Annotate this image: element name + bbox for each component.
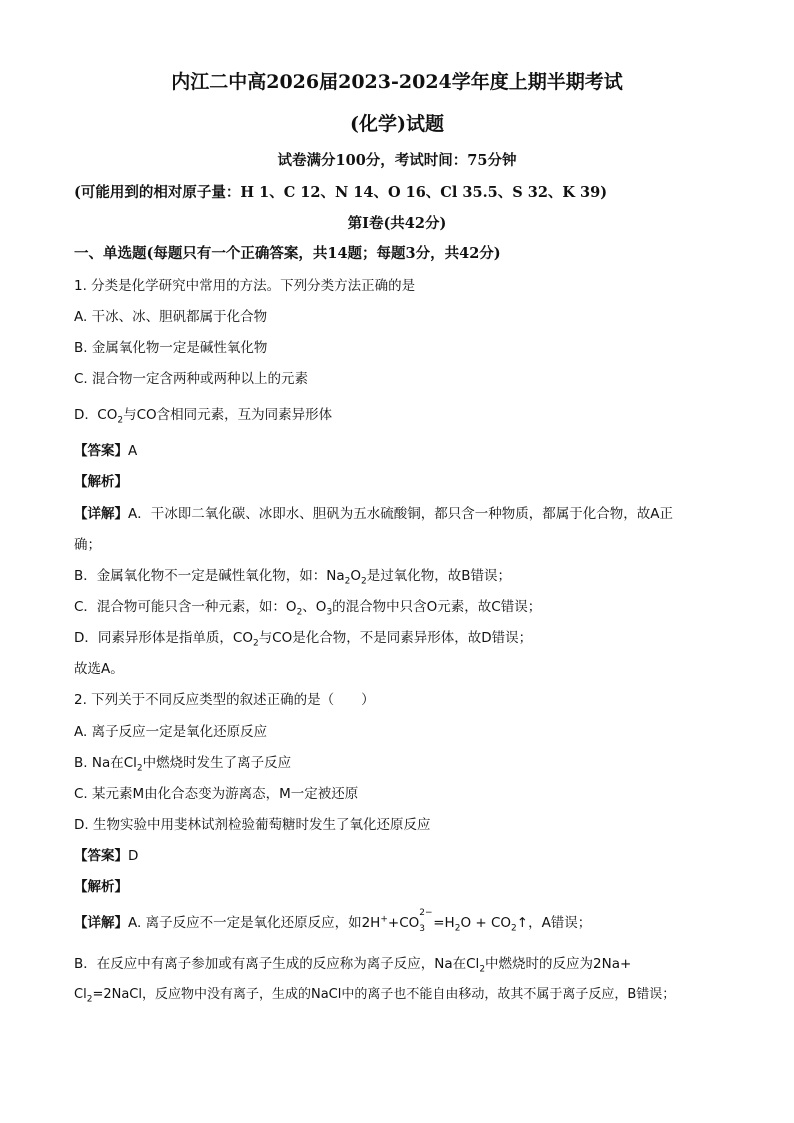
question-1-detail-a [74,504,734,524]
formula-sub: 2 [454,923,461,934]
question-1-detail-c [74,597,734,617]
answer-value: A [128,443,138,459]
question-1-detail-b [74,566,734,586]
detail-text: 是过氧化物，故B错误； [366,568,512,584]
exam-meta: 试卷满分100分，考试时间：75分钟 [277,152,517,169]
formula: O + CO [460,915,512,931]
detail-text: 与CO是化合物，不是同素异形体，故D错误； [258,630,533,646]
option-d-text: 与CO含相同元素，互为同素异形体 [123,407,333,423]
atomic-masses: (可能用到的相对原子量：H 1、C 12、N 14、O 16、Cl 35.5、S 32、K 39) [74,184,608,201]
detail-text: A. 离子反应不一定是氧化还原反应，如2H [128,915,381,931]
formula-sub: 2 [511,923,517,934]
detail-text: + [387,915,400,931]
question-1-option-d [74,405,734,425]
detail-text: C．混合物可能只含一种元素，如：O [74,599,297,615]
question-1-detail-d [74,628,734,648]
question-1-detail-a-cont: 确； [74,537,101,553]
question-2-detail-a [74,908,734,934]
formula-sub: 2 [361,576,367,587]
option-text: B. Na在Cl [74,755,137,771]
exam-title: 内江二中高2026届2023-2024学年度上期半期考试 [171,71,623,93]
formula-sub: 2 [252,638,259,649]
detail-text: Cl [74,987,87,1002]
detail-text: ↑，A错误； [516,915,592,931]
formula-sub: 2 [136,763,143,774]
formula-sub: 2 [479,964,486,975]
question-2-analysis-tag: 【解析】 [74,879,128,895]
formula: =H [433,915,455,931]
detail-text: O [350,568,362,584]
formula: CO [399,915,420,931]
answer-tag: 【答案】 [74,848,128,864]
detail-text: 中燃烧时的反应为2Na+ [485,956,632,972]
question-2-stem: 2. 下列关于不同反应类型的叙述正确的是（ ） [74,692,375,708]
question-2-detail-b-cont [74,985,734,1005]
detail-tag: 【详解】 [74,915,128,931]
detail-text: =2NaCl，反应物中没有离子，生成的NaCl中的离子也不能自由移动，故其不属于离子反应，B错误； [92,987,676,1002]
question-2-option-b [74,753,734,773]
detail-tag: 【详解】 [74,506,128,522]
question-1-option-c: C. 混合物一定含两种或两种以上的元素 [74,371,309,387]
section-heading: 一、单选题(每题只有一个正确答案，共14题；每题3分，共42分) [74,245,501,262]
formula-sub: 3 [326,607,333,618]
question-1-conclusion: 故选A。 [74,661,124,677]
formula-sup: + [380,914,388,925]
question-2-option-c: C. 某元素M由化合态变为游离态，M一定被还原 [74,786,359,802]
question-1-option-a: A. 干冰、冰、胆矾都属于化合物 [74,309,268,325]
answer-tag: 【答案】 [74,443,128,459]
detail-text: D．同素异形体是指单质，CO [74,630,253,646]
exam-subtitle: (化学)试题 [350,113,444,135]
detail-text: 的混合物中只含O元素，故C错误； [332,599,542,615]
question-2-option-d: D. 生物实验中用斐林试剂检验葡萄糖时发生了氧化还原反应 [74,817,431,833]
formula-sub: 2 [117,415,124,426]
detail-text: B．金属氧化物不一定是碱性氧化物，如：Na [74,568,345,584]
formula-sub: 2 [86,994,93,1005]
formula-sub: 2 [344,576,351,587]
answer-value: D [128,848,139,864]
question-1-option-b: B. 金属氧化物一定是碱性氧化物 [74,340,268,356]
detail-text: B．在反应中有离子参加或有离子生成的反应称为离子反应，Na在Cl [74,956,480,972]
question-1-answer [74,441,734,461]
part-heading: 第Ⅰ卷(共42分) [347,215,447,232]
option-d-prefix: D. [74,407,89,423]
question-1-analysis-tag: 【解析】 [74,474,128,490]
option-text: 中燃烧时发生了离子反应 [142,755,292,771]
question-1-stem: 1. 分类是化学研究中常用的方法。下列分类方法正确的是 [74,278,416,294]
question-2-detail-b [74,954,734,974]
formula-sub: 2 [296,607,303,618]
question-2-option-a: A. 离子反应一定是氧化还原反应 [74,724,268,740]
detail-text: 、O [302,599,327,615]
detail-text: A．干冰即二氧化碳、冰即水、胆矾为五水硫酸铜，都只含一种物质，都属于化合物，故A正 [128,506,673,522]
question-2-answer [74,846,734,866]
formula-scripts: 2− 3 [419,908,433,934]
formula-co2: CO [97,407,118,423]
